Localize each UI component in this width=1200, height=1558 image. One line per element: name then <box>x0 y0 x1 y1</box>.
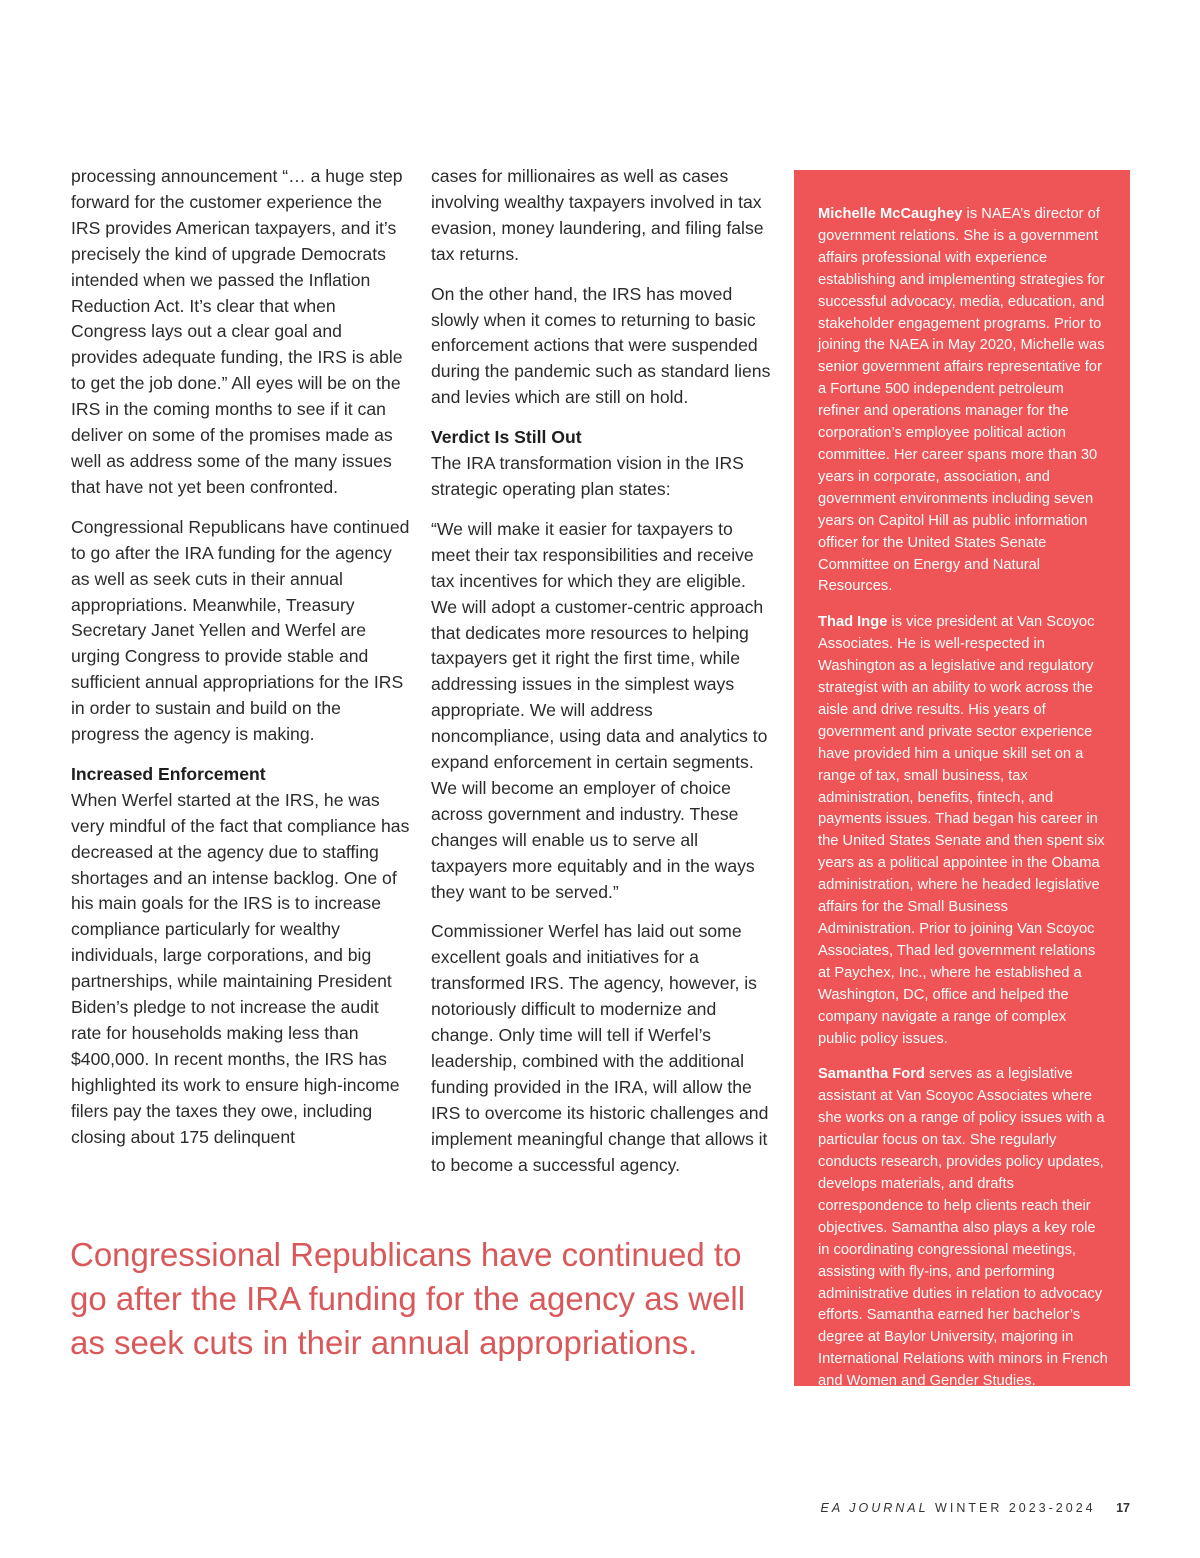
body-paragraph: On the other hand, the IRS has moved slowly when it comes to returning to basic enforcement actions that were suspended during the pandemic such as standard liens and levies which are still on hold. <box>431 283 771 408</box>
article-column-2 <box>431 164 771 1193</box>
author-bio-text: serves as a legislative assistant at Van Scoyoc Associates where she works on a range of policy issues with a particular focus on tax. She regularly conducts research, provides policy updates, develops materials, and drafts correspondence to help clients reach their objectives. Samantha also plays a key role in coordinating congressional meetings, assisting with fly-ins, and performing administrative duties in relation to advocacy efforts. Samantha earned her bachelor’s degree at Baylor University, majoring in International Relations with minors in French and Women and Gender Studies. <box>818 1066 1108 1390</box>
author-name: Samantha Ford <box>818 1066 925 1083</box>
author-bios-sidebar <box>794 170 1130 1390</box>
author-bio-text: is NAEA’s director of government relations. She is a government affairs professional with experience establishing and implementing strategies for successful advocacy, media, education, and stakeholder engagement programs. Prior to joining the NAEA in May 2020, Michelle was senior government affairs representative for a Fortune 500 independent petroleum refiner and operations manager for the corporation’s employee political action committee. Her career spans more than 30 years in corporate, association, and government environments including seven years on Capitol Hill as public information officer for the United States Senate Committee on Energy and Natural Resources. <box>818 206 1105 595</box>
body-paragraph: cases for millionaires as well as cases involving wealthy taxpayers involved in tax evasion, money laundering, and filing false tax returns. <box>431 166 764 264</box>
pull-quote: Congressional Republicans have continued to go after the IRA funding for the agency as well as seek cuts in their annual appropriations. <box>70 1236 746 1361</box>
article-column-1 <box>71 164 411 1165</box>
body-paragraph: Congressional Republicans have continued to go after the IRA funding for the agency as well as seek cuts in their annual appropriations. Meanwhile, Treasury Secretary Janet Yellen and Werfel are urging Congress to provide stable and sufficient annual appropriations for the IRS in order to sustain and build on the progress the agency is making. <box>71 516 410 745</box>
section-paragraph <box>431 425 771 503</box>
section-paragraph <box>71 762 411 1151</box>
author-bio-text: is vice president at Van Scoyoc Associates. He is well-respected in Washington as a legislative and regulatory strategist with an ability to work across the aisle and drive results. His years of government and private sector experience have provided him a unique skill set on a range of tax, small business, tax administration, benefits, fintech, and payments issues. Thad began his career in the United States Senate and then spent six years as a political appointee in the Obama administration, where he headed legislative affairs for the Small Business Administration. Prior to joining Van Scoyoc Associates, Thad led government relations at Paychex, Inc., where he established a Washington, DC, office and helped the company navigate a range of complex public policy issues. <box>818 614 1105 1047</box>
author-bio <box>818 1064 1108 1393</box>
page-number: 17 <box>1116 1501 1130 1515</box>
author-bio <box>818 204 1108 598</box>
body-text: When Werfel started at the IRS, he was very mindful of the fact that compliance has decreased at the agency due to staffing shortages and an intense backlog. One of his main goals for the IRS is to increase compliance particularly for wealthy individuals, large corporations, and big partnerships, while maintaining President Biden’s pledge to not increase the audit rate for households making less than $400,000. In recent months, the IRS has highlighted its work to ensure high-income filers pay the taxes they owe, including closing about 175 delinquent <box>71 789 410 1147</box>
author-name: Michelle McCaughey <box>818 206 963 222</box>
author-bio <box>818 612 1108 1050</box>
section-heading: Increased Enforcement <box>71 763 266 784</box>
page-footer <box>821 1501 1130 1515</box>
body-paragraph: Commissioner Werfel has laid out some excellent goals and initiatives for a transformed IRS. The agency, however, is notoriously difficult to modernize and change. Only time will tell if Werfel’s leadership, combined with the additional funding provided in the IRA, will allow the IRS to overcome its historic challenges and implement meaningful change that allows it to become a successful agency. <box>431 921 769 1175</box>
body-paragraph: processing announcement “… a huge step forward for the customer experience the IRS provides American taxpayers, and it’s precisely the kind of upgrade Democrats intended when we passed the Inflation Reduction Act. It’s clear that when Congress lays out a clear goal and provides adequate funding, the IRS is able to get the job done.” All eyes will be on the IRS in the coming months to see if it can deliver on some of the promises made as well as address some of the many issues that have not yet been confronted. <box>71 166 403 497</box>
journal-name: EA JOURNAL <box>820 1501 929 1515</box>
block-quote: “We will make it easier for taxpayers to meet their tax responsibilities and receive tax incentives for which they are eligible. We will adopt a customer-centric approach that dedicates more resources to helping taxpayers get it right the first time, while addressing issues in the simplest ways appropriate. We will address noncompliance, using data and analytics to expand enforcement in certain segments. We will become an employer of choice across government and industry. These changes will enable us to serve all taxpayers more equitably and in the ways they want to be served.” <box>431 518 768 902</box>
section-heading: Verdict Is Still Out <box>431 427 582 448</box>
body-text: The IRA transformation vision in the IRS strategic operating plan states: <box>431 453 744 499</box>
issue-label: WINTER 2023-2024 <box>935 1501 1096 1515</box>
author-name: Thad Inge <box>818 614 888 631</box>
